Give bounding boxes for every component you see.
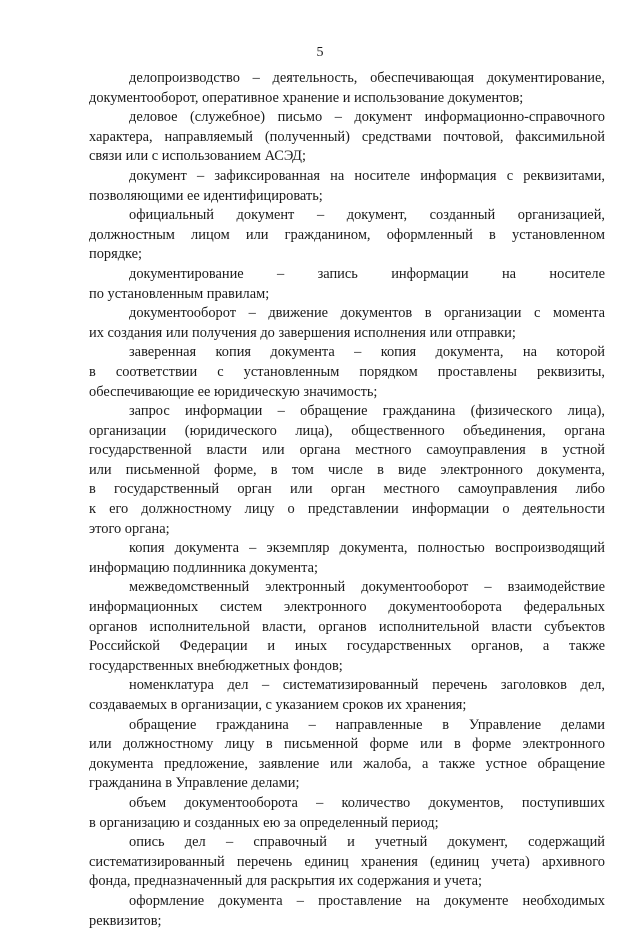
text-line: фонда, предназначенный для раскрытия их содержания и учета;	[89, 873, 483, 890]
text-line: деловое (служебное) письмо – документ информационно-справочного	[129, 109, 605, 126]
definition-paragraph	[89, 206, 605, 265]
text-line: этого органа;	[89, 520, 170, 537]
text-line: в организацию и созданных ею за определенный период;	[89, 814, 439, 831]
text-line: систематизированный перечень единиц хранения (единиц учета) архивного	[89, 853, 605, 870]
text-line: порядке;	[89, 246, 143, 263]
text-line: государственных внебюджетных фондов;	[89, 657, 343, 674]
definition-paragraph	[89, 69, 605, 108]
text-line: документа предложение, заявление или жалоба, а также устное обращение	[89, 755, 605, 772]
text-line: обеспечивающие ее юридическую значимость;	[89, 383, 378, 400]
text-line: гражданина в Управление делами;	[89, 775, 300, 792]
text-line: опись дел – справочный и учетный документ, содержащий	[129, 834, 605, 851]
text-line: в государственный орган или орган местного самоуправления либо	[89, 481, 605, 498]
text-line: копия документа – экземпляр документа, полностью воспроизводящий	[129, 540, 605, 557]
text-line: организации (юридического лица), общественного объединения, органа	[89, 422, 605, 439]
text-line: создаваемых в организации, с указанием сроков их хранения;	[89, 697, 467, 713]
text-line: в соответствии с установленным порядком проставлены реквизиты,	[89, 363, 605, 380]
page-number: 5	[316, 45, 324, 60]
definition-paragraph	[89, 167, 605, 206]
text-line: позволяющими ее идентифицировать;	[89, 187, 323, 204]
document-body	[89, 69, 605, 931]
definition-paragraph	[89, 343, 605, 402]
text-line: государственной власти или органа местного самоуправления в устной	[89, 442, 605, 459]
definition-paragraph	[89, 676, 605, 715]
text-line: по установленным правилам;	[89, 285, 270, 302]
text-line: или письменной форме, в том числе в виде электронного документа,	[89, 461, 605, 478]
text-line: к его должностному лицу о представлении информации о деятельности	[89, 501, 605, 518]
definition-paragraph	[89, 794, 605, 833]
text-line: или должностному лицу в письменной форме или в форме электронного	[89, 736, 605, 753]
definition-paragraph	[89, 578, 605, 676]
text-line: связи или с использованием АСЭД;	[89, 148, 306, 165]
text-line: делопроизводство – деятельность, обеспечивающая документирование,	[129, 70, 605, 86]
text-line: информацию подлинника документа;	[89, 559, 318, 576]
text-line: документооборот, оперативное хранение и использование документов;	[89, 89, 524, 106]
text-line: номенклатура дел – систематизированный перечень заголовков дел,	[129, 677, 605, 694]
text-line: межведомственный электронный документооборот – взаимодействие	[129, 579, 605, 596]
text-line: реквизитов;	[89, 912, 162, 929]
definition-paragraph	[89, 304, 605, 343]
text-line: официальный документ – документ, созданный организацией,	[129, 207, 605, 224]
text-line: запрос информации – обращение гражданина (физического лица),	[129, 403, 605, 420]
text-line: их создания или получения до завершения исполнения или отправки;	[89, 324, 516, 341]
text-line: информационных систем электронного документооборота федеральных	[89, 599, 605, 616]
text-line: органов исполнительной власти, органов исполнительной власти субъектов	[89, 618, 605, 635]
definition-paragraph	[89, 716, 605, 794]
definition-paragraph	[89, 833, 605, 892]
definition-paragraph	[89, 402, 605, 539]
definition-paragraph	[89, 892, 605, 931]
text-line: документооборот – движение документов в организации с момента	[129, 305, 605, 322]
definition-paragraph	[89, 108, 605, 167]
text-line: характера, направляемый (полученный) средствами почтовой, факсимильной	[89, 128, 605, 145]
definition-paragraph	[89, 265, 605, 304]
text-line: документ – зафиксированная на носителе информация с реквизитами,	[129, 167, 605, 184]
text-line: документирование – запись информации на носителе	[129, 265, 605, 282]
text-line: объем документооборота – количество документов, поступивших	[129, 794, 605, 811]
definition-paragraph	[89, 539, 605, 578]
text-line: оформление документа – проставление на документе необходимых	[129, 892, 605, 909]
text-line: должностным лицом или гражданином, оформленный в установленном	[89, 226, 605, 243]
text-line: Российской Федерации и иных государственных органов, а также	[89, 638, 605, 655]
text-line: заверенная копия документа – копия документа, на которой	[129, 344, 605, 361]
text-line: обращение гражданина – направленные в Управление делами	[129, 716, 605, 733]
